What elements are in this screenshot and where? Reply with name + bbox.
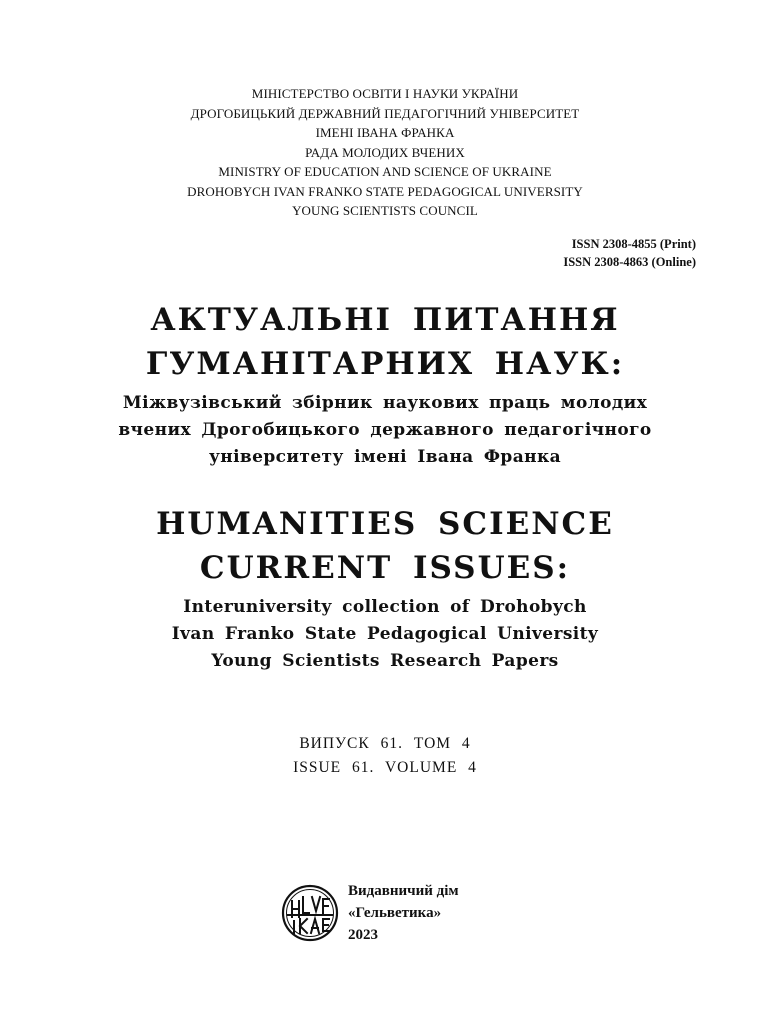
subtitle-line: Міжвузівський збірник наукових праць молодих (122, 393, 648, 413)
subtitle-line: вчених Дрогобицького державного педагогічного (118, 420, 652, 440)
title-ukrainian (0, 298, 770, 471)
header-line: MINISTRY OF EDUCATION AND SCIENCE OF UKRAINE (218, 164, 552, 179)
subtitle-line: університету імені Івана Франка (208, 447, 562, 467)
header-line: DROHOBYCH IVAN FRANKO STATE PEDAGOGICAL UNIVERSITY (187, 183, 583, 199)
header-line: РАДА МОЛОДИХ ВЧЕНИХ (305, 144, 465, 160)
title-line: CURRENT ISSUES: (199, 550, 571, 586)
issue-english: ISSUE 61. VOLUME 4 (293, 759, 477, 776)
issn-online: ISSN 2308-4863 (Online) (563, 255, 696, 269)
publisher-block (280, 880, 459, 946)
publisher-line: Видавничий дім (348, 883, 459, 899)
header-line: ІМЕНІ ІВАНА ФРАНКА (315, 125, 455, 140)
publisher-text (348, 880, 459, 946)
title-english (0, 502, 770, 675)
header-line: YOUNG SCIENTISTS COUNCIL (292, 203, 478, 218)
issue-ukrainian: ВИПУСК 61. ТОМ 4 (299, 735, 471, 752)
subtitle-line: Young Scientists Research Papers (211, 651, 559, 671)
subtitle-line: Interuniversity collection of Drohobych (183, 597, 587, 617)
helvetica-publisher-logo-icon (280, 883, 340, 943)
institution-header (0, 84, 770, 221)
subtitle-line: Ivan Franko State Pedagogical University (171, 624, 599, 644)
issue-info (0, 732, 770, 780)
title-line: ГУМАНІТАРНИХ НАУК: (145, 346, 625, 382)
publisher-name: «Гельветика» (348, 905, 442, 921)
issn-block (563, 235, 696, 271)
header-line: МІНІСТЕРСТВО ОСВІТИ І НАУКИ УКРАЇНИ (251, 86, 519, 101)
title-line: HUMANITIES SCIENCE (156, 506, 614, 542)
header-line: ДРОГОБИЦЬКИЙ ДЕРЖАВНИЙ ПЕДАГОГІЧНИЙ УНІВЕРСИТЕТ (190, 105, 580, 121)
subtitle-english (0, 594, 770, 675)
subtitle-ukrainian (0, 390, 770, 471)
title-line: АКТУАЛЬНІ ПИТАННЯ (150, 302, 620, 338)
issn-print: ISSN 2308-4855 (Print) (571, 237, 696, 251)
publication-year: 2023 (348, 927, 378, 943)
